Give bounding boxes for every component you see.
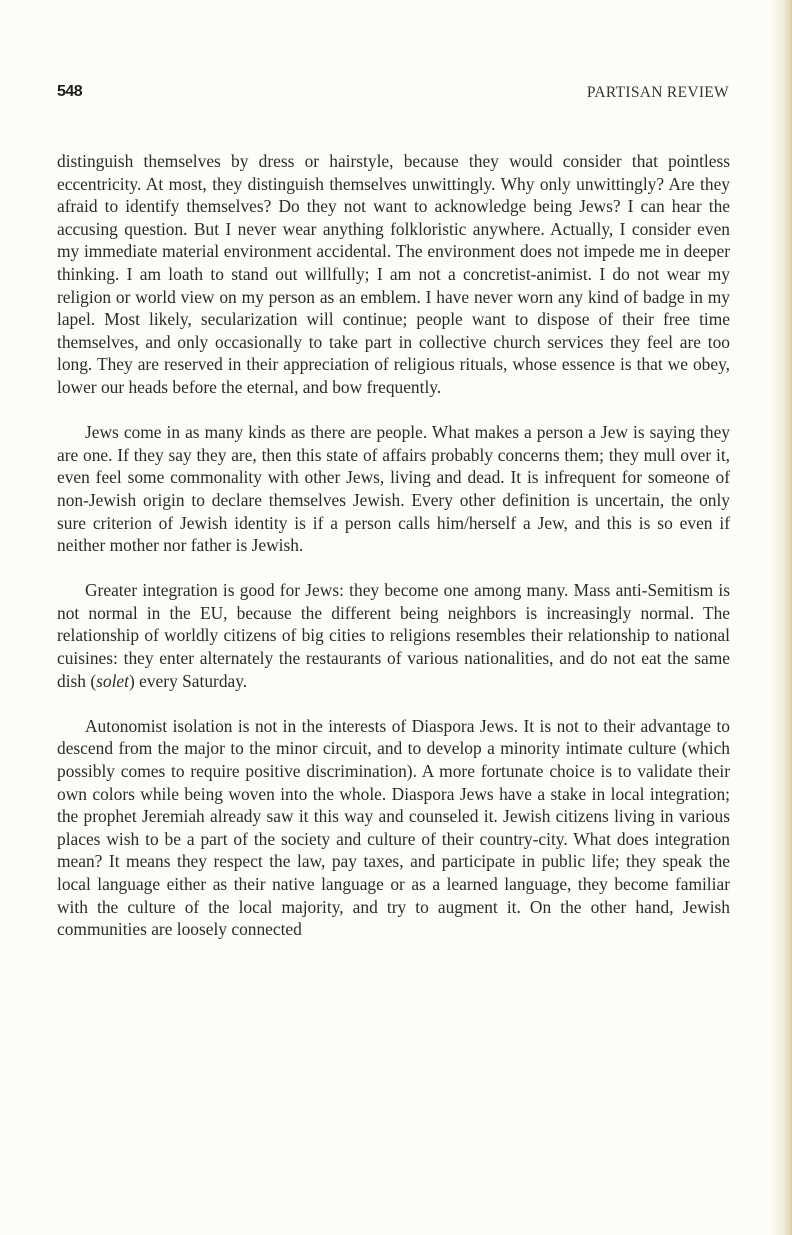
page-number: 548 — [57, 83, 83, 100]
paragraph-autonomist-isolation: Autonomist isolation is not in the interests of Diaspora Jews. It is not to their advantage to descend from the major to the minor circuit, and to develop a minority intimate culture (which possibly comes to require positive discrimination). A more fortunate choice is to validate their own colors while being woven into the whole. Diaspora Jews have a stake in local integration; the prophet Jeremiah already saw it this way and counseled it. Jewish citizens living in various places wish to be a part of the society and culture of their country-city. What does integration mean? It means they respect the law, pay taxes, and participate in public life; they speak the local language either as their native language or as a learned language, they become familiar with the culture of the local majority, and try to augment it. On the other hand, Jewish communities are loosely connected — [57, 715, 730, 940]
paragraph-integration — [57, 579, 730, 692]
page-edge-shadow — [770, 0, 792, 1235]
running-head: PARTISAN REVIEW — [586, 84, 729, 101]
body-text — [57, 150, 730, 963]
paragraph-jewish-identity: Jews come in as many kinds as there are people. What makes a person a Jew is saying they are one. If they say they are, then this state of affairs probably concerns them; they mull over it, even feel some commonality with other Jews, living and dead. It is infrequent for someone of non-Jewish origin to declare themselves Jewish. Every other definition is uncertain, the only sure criterion of Jewish identity is if a person calls him/herself a Jew, and this is so even if neither mother nor father is Jewish. — [57, 422, 730, 556]
paragraph-text: ) every Saturday. — [129, 670, 248, 691]
paragraph-continuation: distinguish themselves by dress or hairstyle, because they would consider that pointless eccentricity. At most, they distinguish themselves unwittingly. Why only unwittingly? Are they afraid to identify themselves? Do they not want to acknowledge being Jews? I can hear the accusing question. But I never wear anything folkloristic anywhere. Actually, I consider even my immediate material environment accidental. The environment does not impede me in deeper thinking. I am loath to stand out willfully; I am not a concretist-animist. I do not wear my religion or world view on my person as an emblem. I have never worn any kind of badge in my lapel. Most likely, secularization will continue; people want to dispose of their free time themselves, and only occasionally to take part in collective church services they feel are too long. They are reserved in their appreciation of religious rituals, whose essence is that we obey, lower our heads before the eternal, and bow frequently. — [57, 151, 730, 397]
paragraph-text: Greater integration is good for Jews: they become one among many. Mass anti-Semitism is not normal in the EU, because the different being neighbors is increasingly normal. The relationship of worldly citizens of big cities to religions resembles their relationship to national cuisines: they enter alternately the restaurants of various nationalities, and do not eat the same dish ( — [57, 580, 730, 691]
italic-term: solet — [96, 670, 129, 691]
page-header — [57, 83, 729, 107]
